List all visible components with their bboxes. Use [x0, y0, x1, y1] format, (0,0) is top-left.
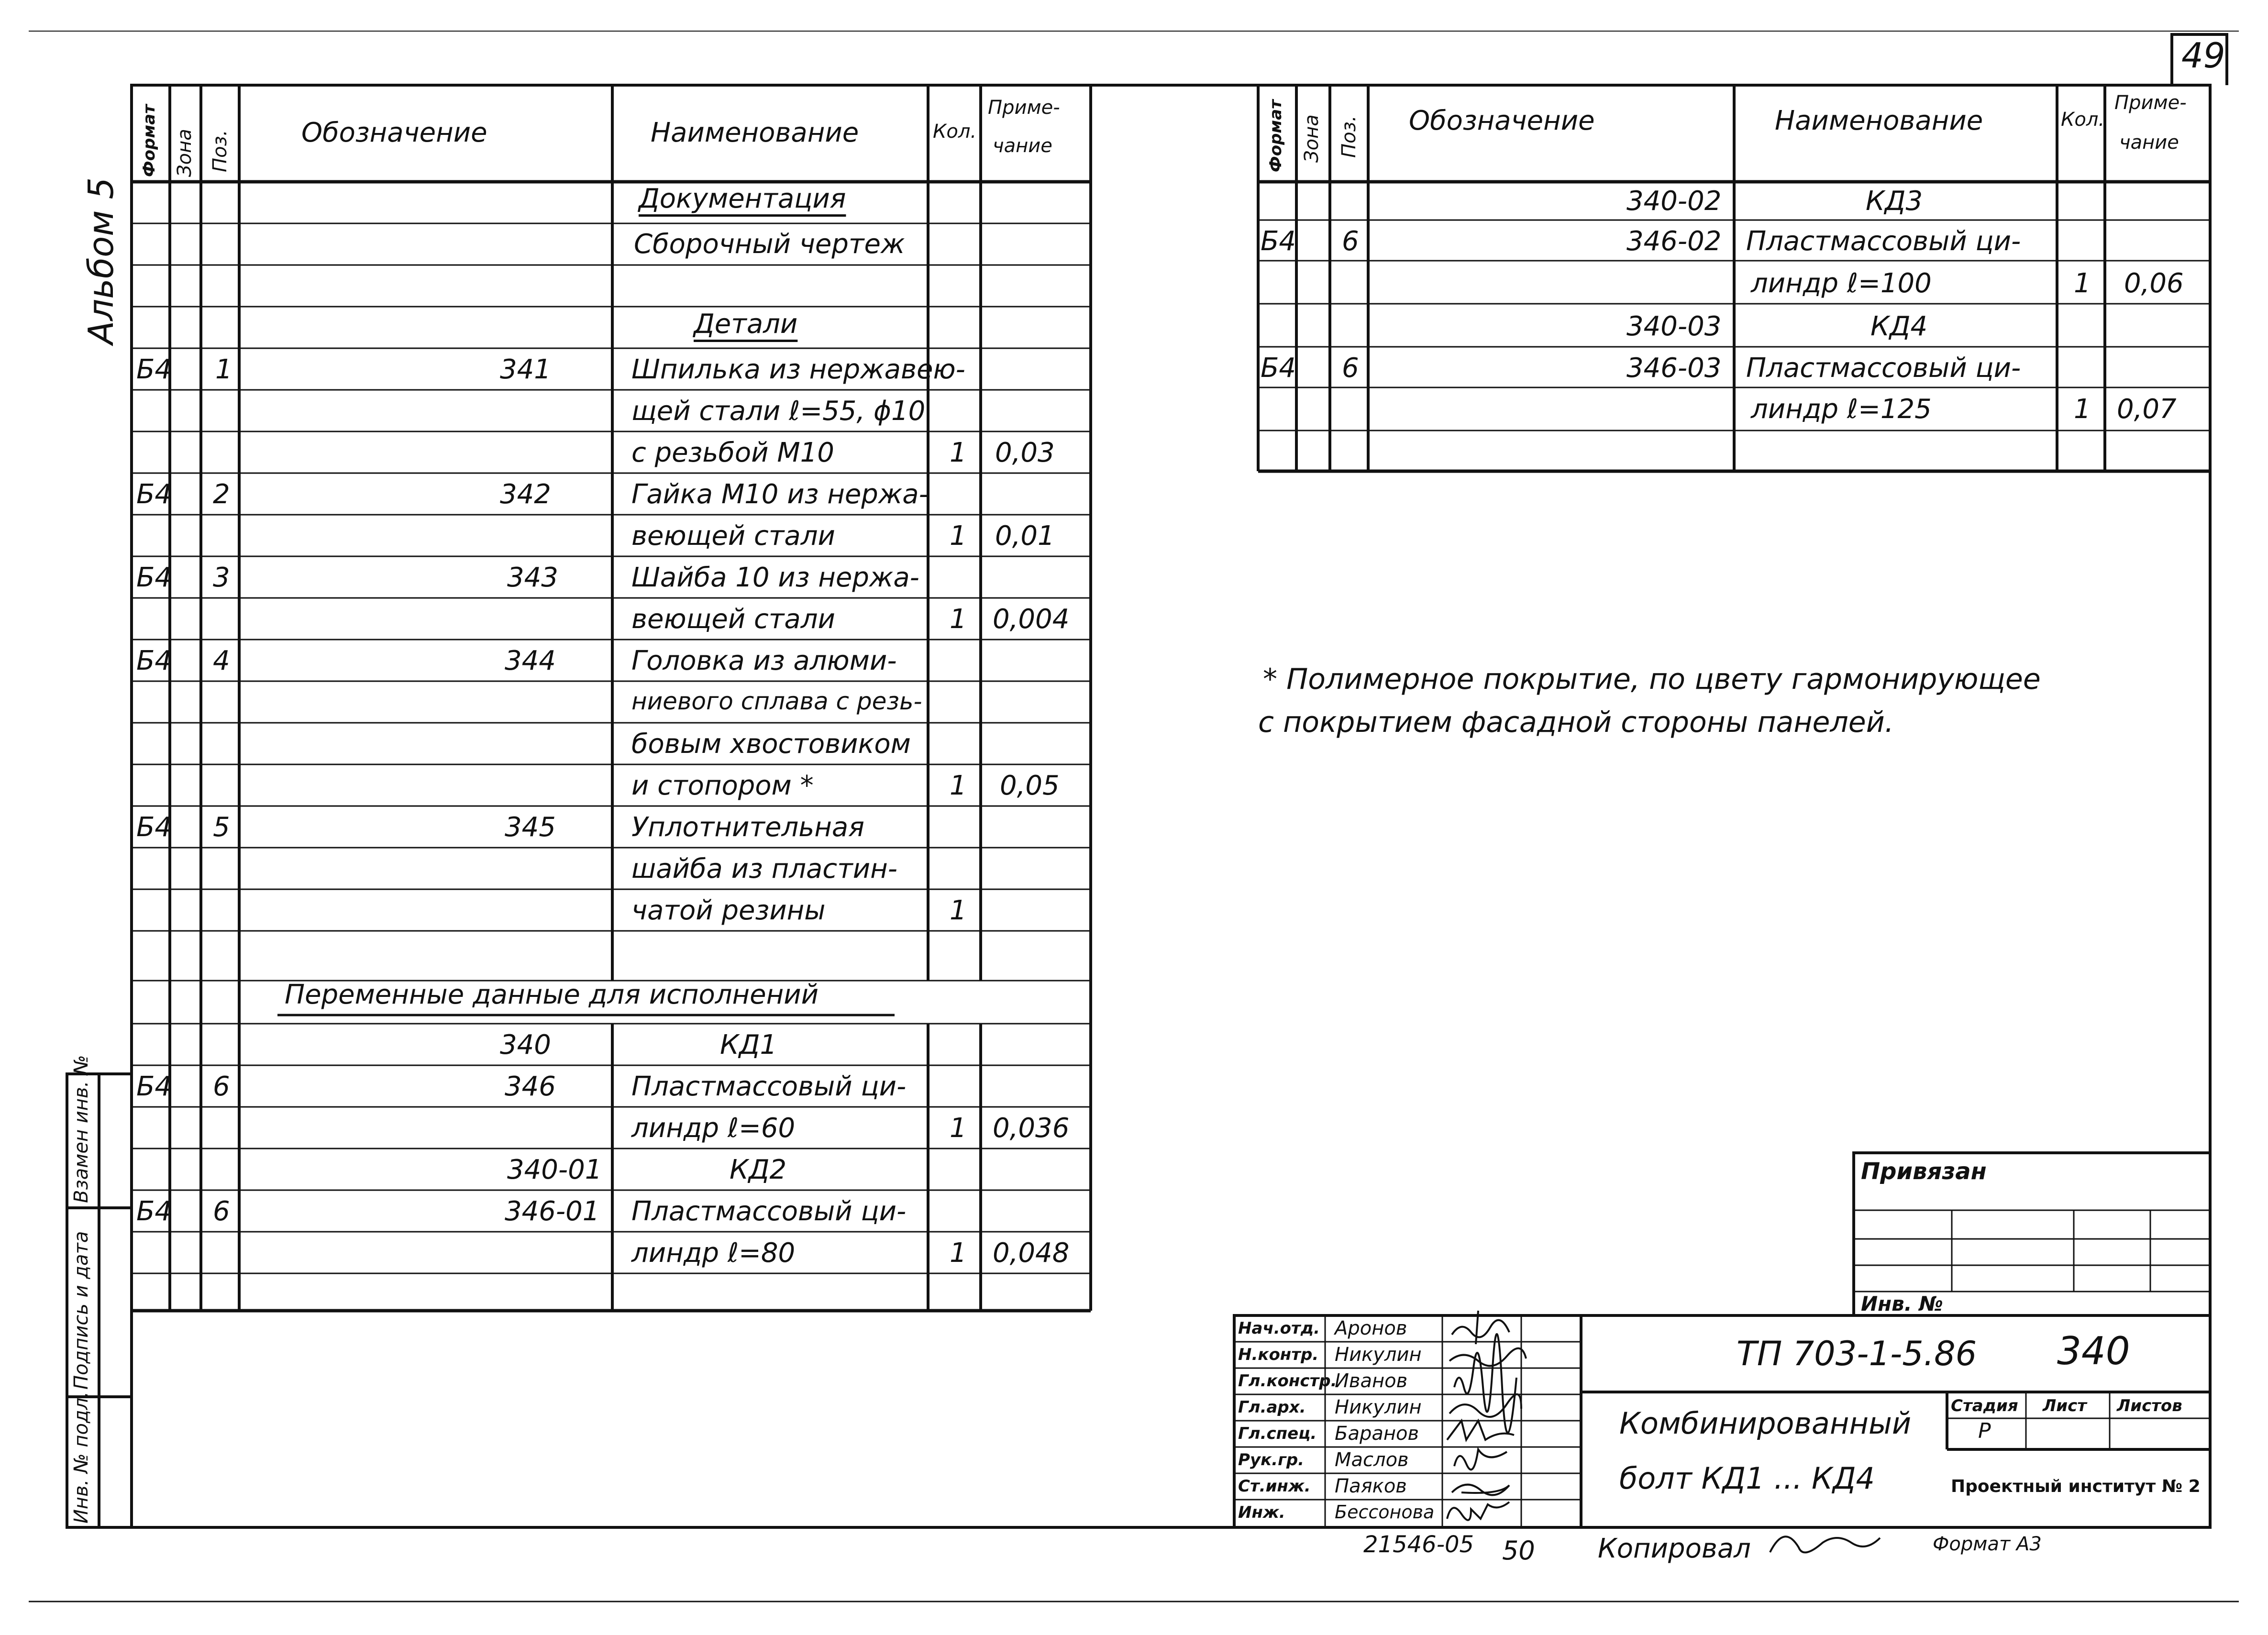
right-spec-grid — [1258, 85, 2210, 471]
spec-cell-name: Шпилька из нержавею- — [631, 354, 965, 385]
role-person: Аронов — [1335, 1317, 1407, 1339]
spec-cell-pos: 1 — [215, 354, 232, 385]
header-qty: Кол. — [2061, 109, 2105, 131]
header-format: Формат — [140, 104, 159, 177]
sheet-label: Лист — [2043, 1396, 2087, 1415]
spec-cell-designation: 340-01 — [507, 1154, 602, 1185]
sheet-number: 49 — [2181, 35, 2225, 76]
spec-cell-name: с резьбой М10 — [631, 437, 834, 468]
spec-cell-name: КД3 — [1866, 186, 1923, 217]
binding-title: Привязан — [1861, 1158, 1987, 1185]
header-designation: Обозначение — [301, 117, 487, 148]
copied-label: Копировал — [1598, 1533, 1751, 1564]
spec-cell-name: КД4 — [1870, 311, 1928, 342]
side-stamp-replacement: Взамен инв. № — [70, 1055, 92, 1203]
spec-cell-format: Б4 — [136, 1071, 172, 1102]
spec-cell-note: 0,07 — [2117, 394, 2177, 425]
role-person: Маслов — [1335, 1449, 1409, 1471]
spec-cell-name: линдр ℓ=125 — [1751, 394, 1932, 425]
spec-cell-format: Б4 — [136, 354, 172, 385]
spec-cell-designation: 346-03 — [1626, 353, 1722, 384]
spec-cell-designation: 340-02 — [1626, 186, 1722, 217]
spec-cell-name: ниевого сплава с резь- — [631, 687, 922, 715]
role-label: Гл.констр. — [1238, 1371, 1337, 1391]
spec-cell-format: Б4 — [136, 812, 172, 843]
spec-cell-name: КД1 — [720, 1029, 777, 1061]
variable-data-heading: Переменные данные для исполнений — [285, 979, 819, 1010]
spec-cell-name: бовым хвостовиком — [631, 729, 911, 760]
header-note-1: Приме- — [2114, 92, 2187, 114]
spec-cell-qty: 1 — [950, 520, 967, 552]
spec-cell-pos: 6 — [1342, 226, 1359, 257]
spec-cell-format: Б4 — [1261, 226, 1296, 257]
header-pos: Поз. — [209, 130, 231, 172]
spec-cell-note: 0,004 — [993, 604, 1070, 635]
stage-label: Стадия — [1951, 1396, 2018, 1415]
spec-cell-name: Сборочный чертеж — [634, 229, 905, 260]
note-line-2: с покрытием фасадной стороны панелей. — [1258, 706, 1894, 739]
role-label: Гл.спец. — [1238, 1424, 1317, 1443]
spec-cell-format: Б4 — [136, 562, 172, 593]
spec-cell-designation: 346-02 — [1626, 226, 1722, 257]
side-stamp-inv-orig: Инв. № подл. — [70, 1392, 92, 1524]
role-label: Инж. — [1238, 1503, 1285, 1522]
spec-cell-name: Головка из алюми- — [631, 645, 897, 676]
header-name: Наименование — [1775, 105, 1983, 136]
spec-cell-name: чатой резины — [631, 895, 826, 926]
role-label: Нач.отд. — [1238, 1319, 1320, 1338]
spec-cell-name: КД2 — [730, 1154, 787, 1185]
role-label: Гл.арх. — [1238, 1398, 1306, 1417]
spec-cell-pos: 6 — [213, 1071, 230, 1102]
archive-number: 21546-05 — [1363, 1531, 1474, 1558]
sheet-code: 340 — [2057, 1329, 2130, 1373]
spec-cell-pos: 5 — [213, 812, 230, 843]
spec-section-title: Детали — [694, 309, 798, 340]
spec-cell-name: щей стали ℓ=55, ϕ10 — [631, 396, 926, 427]
spec-section-title: Документация — [639, 183, 846, 214]
header-designation: Обозначение — [1409, 105, 1595, 136]
spec-cell-note: 0,036 — [993, 1113, 1070, 1144]
spec-cell-qty: 1 — [950, 1237, 967, 1269]
spec-cell-qty: 1 — [950, 770, 967, 801]
spec-cell-designation: 340 — [500, 1029, 551, 1061]
spec-cell-designation: 343 — [507, 562, 558, 593]
spec-cell-name: Уплотнительная — [631, 812, 864, 843]
spec-cell-designation: 346 — [505, 1071, 556, 1102]
spec-cell-pos: 3 — [213, 562, 230, 593]
format-label: Формат А3 — [1933, 1533, 2042, 1555]
role-person: Паяков — [1335, 1475, 1407, 1497]
spec-cell-qty: 1 — [2074, 394, 2091, 425]
spec-cell-note: 0,05 — [1000, 770, 1060, 801]
spec-cell-note: 0,01 — [995, 520, 1055, 552]
header-zone: Зона — [1301, 114, 1323, 163]
institute-name: Проектный институт № 2 — [1951, 1477, 2201, 1496]
role-person: Иванов — [1335, 1370, 1408, 1392]
header-note-1: Приме- — [988, 97, 1060, 119]
left-spec-grid — [132, 85, 1091, 1311]
note-line-1: * Полимерное покрытие, по цвету гармонирующее — [1263, 663, 2041, 696]
spec-cell-format: Б4 — [136, 479, 172, 510]
role-person: Бессонова — [1335, 1502, 1435, 1523]
spec-cell-pos: 4 — [213, 645, 230, 676]
binding-inv-label: Инв. № — [1861, 1292, 1943, 1315]
spec-cell-note: 0,03 — [995, 437, 1055, 468]
role-person: Никулин — [1335, 1344, 1422, 1366]
spec-cell-name: Шайба 10 из нержа- — [631, 562, 919, 593]
spec-cell-name: Пластмассовый ци- — [1746, 353, 2021, 384]
project-code: ТП 703-1-5.86 — [1737, 1334, 1977, 1373]
spec-cell-format: Б4 — [136, 645, 172, 676]
spec-cell-name: линдр ℓ=60 — [631, 1113, 796, 1144]
spec-cell-designation: 346-01 — [505, 1196, 600, 1227]
album-label: Альбом 5 — [81, 177, 121, 344]
spec-cell-pos: 6 — [1342, 353, 1359, 384]
spec-cell-name: линдр ℓ=80 — [631, 1237, 796, 1269]
spec-cell-pos: 6 — [213, 1196, 230, 1227]
spec-cell-qty: 1 — [2074, 268, 2091, 299]
role-label: Ст.инж. — [1238, 1477, 1311, 1496]
spec-cell-designation: 342 — [500, 479, 551, 510]
header-qty: Кол. — [933, 121, 977, 143]
spec-cell-name: Пластмассовый ци- — [1746, 226, 2021, 257]
side-stamp-sign-date: Подпись и дата — [70, 1231, 92, 1390]
spec-cell-qty: 1 — [950, 604, 967, 635]
drawing-title-line-1: Комбинированный — [1619, 1406, 1912, 1441]
spec-cell-name: веющей стали — [631, 520, 835, 552]
role-person: Никулин — [1335, 1396, 1422, 1418]
spec-cell-name: Пластмассовый ци- — [631, 1071, 907, 1102]
spec-cell-name: и стопором * — [631, 770, 814, 801]
spec-cell-format: Б4 — [1261, 353, 1296, 384]
header-note-2: чание — [993, 135, 1052, 157]
spec-cell-note: 0,048 — [993, 1237, 1070, 1269]
header-pos: Поз. — [1338, 115, 1360, 158]
sheets-label: Листов — [2117, 1396, 2182, 1415]
spec-cell-qty: 1 — [950, 895, 967, 926]
spec-cell-name: Пластмассовый ци- — [631, 1196, 907, 1227]
role-label: Рук.гр. — [1238, 1450, 1305, 1469]
spec-cell-name: шайба из пластин- — [631, 853, 897, 884]
header-note-2: чание — [2119, 132, 2179, 154]
spec-cell-name: линдр ℓ=100 — [1751, 268, 1932, 299]
spec-cell-designation: 340-03 — [1626, 311, 1722, 342]
header-format: Формат — [1266, 99, 1285, 172]
spec-cell-designation: 341 — [500, 354, 551, 385]
spec-cell-note: 0,06 — [2124, 268, 2184, 299]
role-label: Н.контр. — [1238, 1345, 1319, 1364]
header-name: Наименование — [651, 117, 859, 148]
header-zone: Зона — [174, 129, 196, 177]
spec-cell-name: веющей стали — [631, 604, 835, 635]
stage-value: Р — [1978, 1419, 1991, 1443]
spec-cell-format: Б4 — [136, 1196, 172, 1227]
archive-page: 50 — [1502, 1536, 1535, 1566]
spec-cell-pos: 2 — [213, 479, 230, 510]
spec-cell-name: Гайка М10 из нержа- — [631, 479, 929, 510]
drawing-title-line-2: болт КД1 ... КД4 — [1619, 1461, 1875, 1496]
spec-cell-designation: 344 — [505, 645, 556, 676]
spec-cell-qty: 1 — [950, 1113, 967, 1144]
role-person: Баранов — [1335, 1423, 1419, 1445]
spec-cell-qty: 1 — [950, 437, 967, 468]
spec-cell-designation: 345 — [505, 812, 556, 843]
